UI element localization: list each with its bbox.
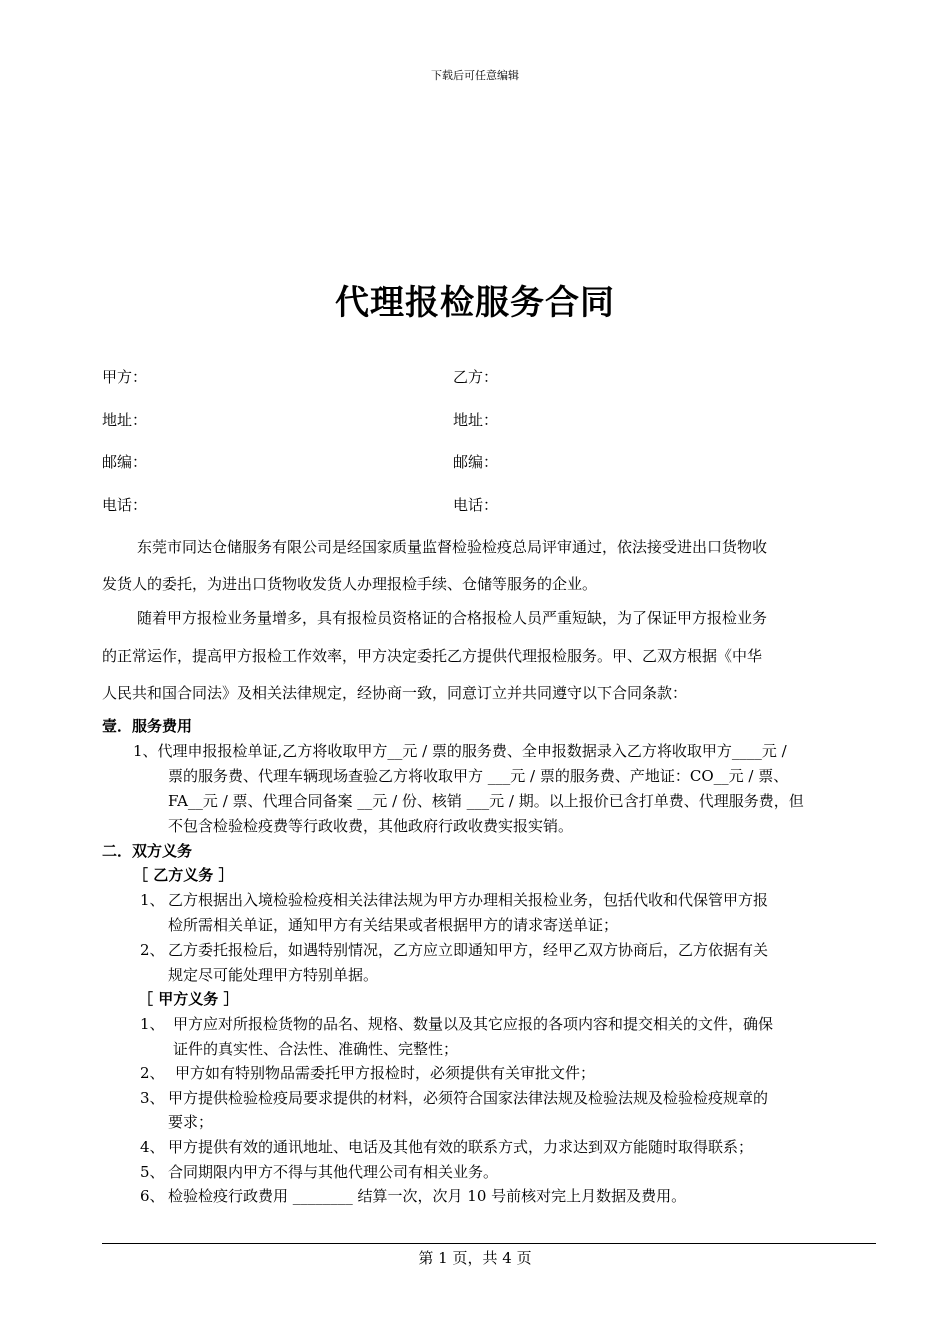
party-a-item-3-line2: 要求； <box>168 1113 214 1131</box>
page-number: 第 1 页，共 4 页 <box>418 1249 532 1267</box>
party-a-address-label: 地址： <box>102 411 148 429</box>
party-a-item-3-num: 3、 <box>140 1089 165 1107</box>
party-a-item-4-line1: 甲方提供有效的通讯地址、电话及其他有效的联系方式，力求达到双方能随时取得联系； <box>168 1138 754 1156</box>
party-a-item-1-line1: 甲方应对所报检货物的品名、规格、数量以及其它应报的各项内容和提交相关的文件，确保 <box>173 1015 774 1033</box>
party-a-item-1-line2: 证件的真实性、合法性、准确性、完整性； <box>173 1040 459 1058</box>
party-b-item-2-line2: 规定尽可能处理甲方特别单据。 <box>168 966 379 984</box>
intro-p1-line2: 发货人的委托，为进出口货物收发货人办理报检手续、仓储等服务的企业。 <box>102 575 598 593</box>
party-a-item-3-line1: 甲方提供检验检疫局要求提供的材料，必须符合国家法律法规及检验法规及检验检疫规章的 <box>168 1089 769 1107</box>
party-a-duties-heading: ［ 甲方义务 ］ <box>138 990 239 1008</box>
intro-p2-line1: 随着甲方报检业务量增多，具有报检员资格证的合格报检人员严重短缺，为了保证甲方报检业务 <box>137 609 768 627</box>
party-b-address-label: 地址： <box>453 411 499 429</box>
party-a-item-1-num: 1、 <box>140 1015 165 1033</box>
party-a-item-2-line1: 甲方如有特别物品需委托甲方报检时，必须提供有关审批文件； <box>175 1064 596 1082</box>
party-a-item-6-line1: 检验检疫行政费用 ________ 结算一次，次月 10 号前核对完上月数据及费用。 <box>168 1187 687 1205</box>
intro-p1-line1: 东莞市同达仓储服务有限公司是经国家质量监督检验检疫总局评审通过，依法接受进出口货物收 <box>137 538 768 556</box>
party-b-item-1-num: 1、 <box>140 891 165 909</box>
intro-p2-line3: 人民共和国合同法》及相关法律规定，经协商一致，同意订立并共同遵守以下合同条款： <box>102 684 688 702</box>
party-a-item-5-line1: 合同期限内甲方不得与其他代理公司有相关业务。 <box>168 1163 499 1181</box>
party-a-name-label: 甲方： <box>102 368 148 386</box>
party-b-duties-heading: ［ 乙方义务 ］ <box>133 866 234 884</box>
party-b-item-1-line1: 乙方根据出入境检验检疫相关法律法规为甲方办理相关报检业务，包括代收和代保管甲方报 <box>168 891 769 909</box>
party-a-item-2-num: 2、 <box>140 1064 165 1082</box>
footer-divider <box>102 1243 876 1244</box>
section2-heading: 二．双方义务 <box>102 842 193 860</box>
contract-title: 代理报检服务合同 <box>335 283 615 323</box>
party-a-item-5-num: 5、 <box>140 1163 165 1181</box>
section1-item1-line4: 不包含检验检疫费等行政收费，其他政府行政收费实报实销。 <box>168 817 574 835</box>
party-a-item-6-num: 6、 <box>140 1187 165 1205</box>
section1-item1-line1: 1、代理申报报检单证,乙方将收取甲方__元 / 票的服务费、全申报数据录入乙方将收取甲方____元 / <box>133 742 787 760</box>
intro-p2-line2: 的正常运作，提高甲方报检工作效率，甲方决定委托乙方提供代理报检服务。甲、乙双方根据《中华 <box>102 647 763 665</box>
section1-item1-line2: 票的服务费、代理车辆现场查验乙方将收取甲方 ___元 / 票的服务费、产地证：CO__元 / 票、 <box>168 767 789 785</box>
section1-item1-line3: FA__元 / 票、代理合同备案 __元 / 份、核销 ___元 / 期。以上报价已含打单费、代理服务费，但 <box>168 792 804 810</box>
party-b-name-label: 乙方： <box>453 368 499 386</box>
party-a-phone-label: 电话： <box>102 496 148 514</box>
header-note: 下载后可任意编辑 <box>431 69 519 82</box>
party-b-item-2-line1: 乙方委托报检后，如遇特别情况，乙方应立即通知甲方，经甲乙双方协商后，乙方依据有关 <box>168 941 769 959</box>
party-b-postcode-label: 邮编： <box>453 453 499 471</box>
party-a-postcode-label: 邮编： <box>102 453 148 471</box>
section1-heading: 壹．服务费用 <box>102 717 193 735</box>
party-b-item-1-line2: 检所需相关单证，通知甲方有关结果或者根据甲方的请求寄送单证； <box>168 916 619 934</box>
party-b-item-2-num: 2、 <box>140 941 165 959</box>
party-b-phone-label: 电话： <box>453 496 499 514</box>
party-a-item-4-num: 4、 <box>140 1138 165 1156</box>
